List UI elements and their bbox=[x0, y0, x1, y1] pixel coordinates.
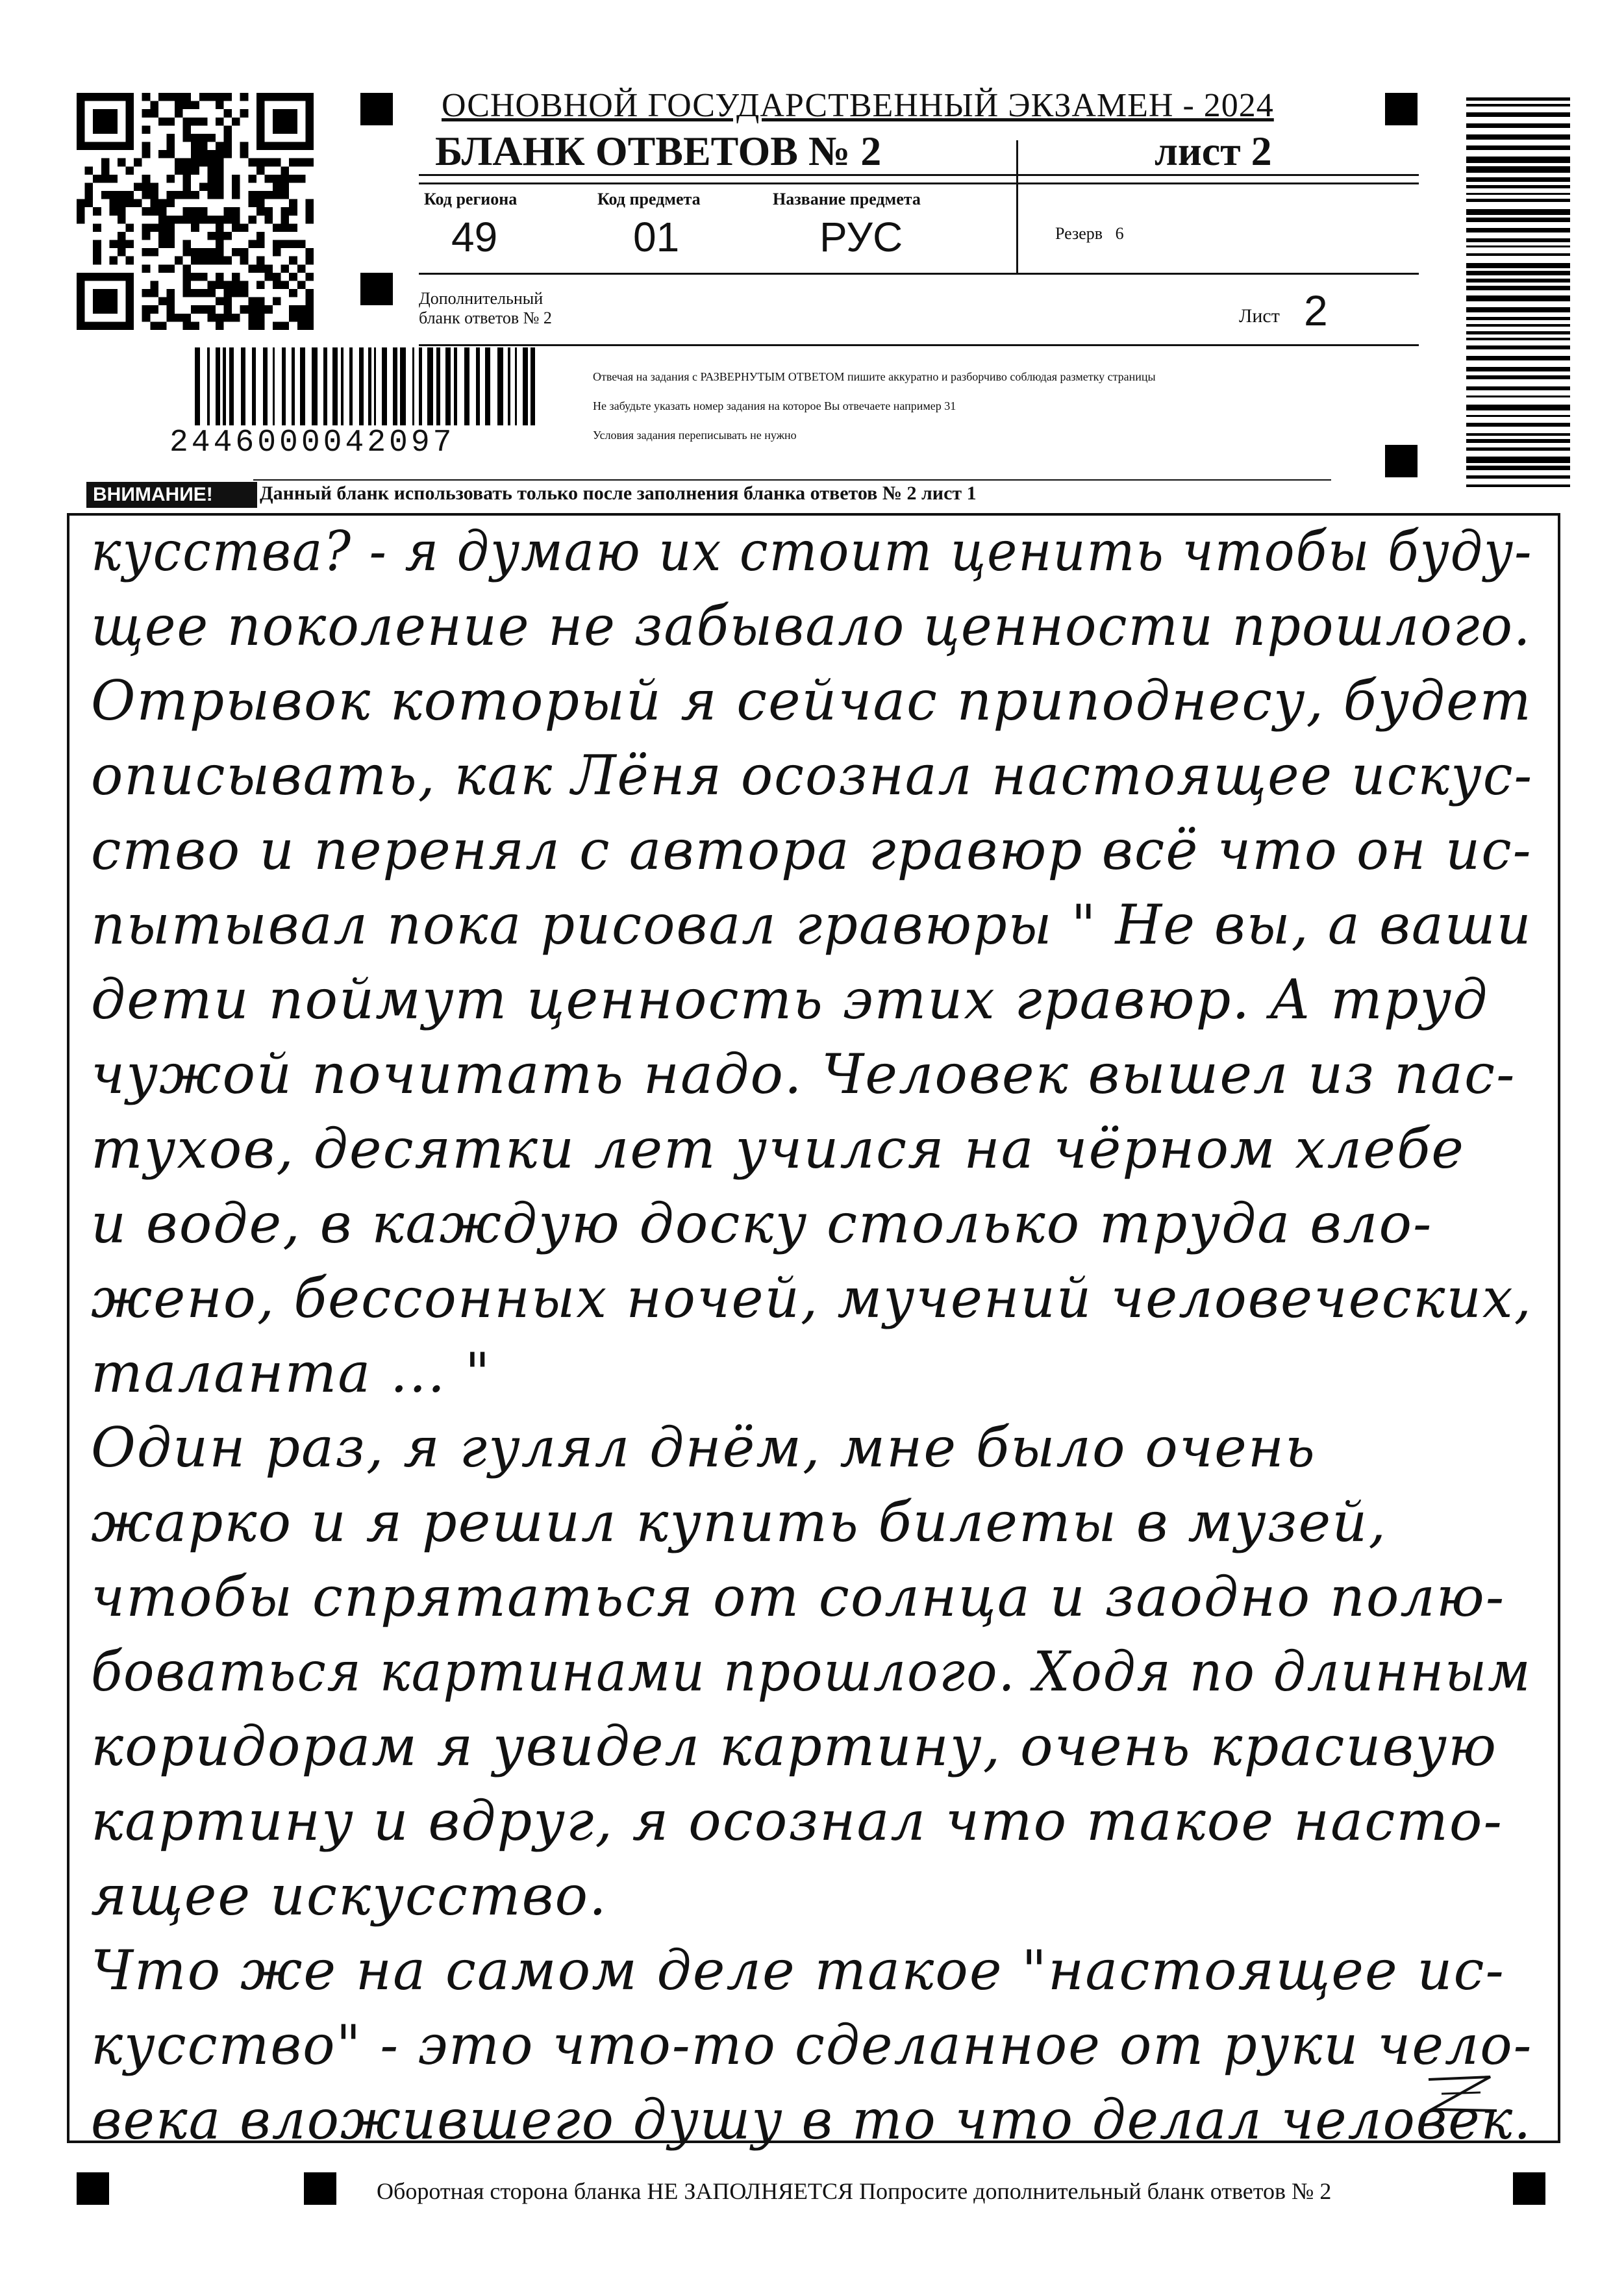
handwritten-line: чужой почитать надо. Человек вышел из пас- bbox=[91, 1042, 1516, 1106]
handwritten-line: тухов, десятки лет учился на чёрном хлебе bbox=[91, 1117, 1465, 1181]
divider bbox=[1016, 140, 1018, 273]
sheet-number-label: Лист bbox=[1239, 305, 1280, 327]
alignment-marker bbox=[1385, 445, 1418, 477]
warning-badge: ВНИМАНИЕ! bbox=[86, 482, 257, 508]
subject-code: 01 bbox=[633, 214, 680, 260]
handwritten-line: пытывал пока рисовал гравюры " Не вы, а ваши bbox=[91, 893, 1532, 957]
handwritten-line: жарко и я решил купить билеты в музей, bbox=[91, 1490, 1388, 1554]
handwritten-line: щее поколение не забывало ценности прошлого. bbox=[91, 594, 1532, 658]
instruction-text: Не забудьте указать номер задания на которое Вы отвечаете например 31 bbox=[593, 399, 956, 412]
divider bbox=[419, 344, 1419, 346]
form-title: БЛАНК ОТВЕТОВ № 2 bbox=[435, 128, 882, 174]
warning-text: Данный бланк использовать только после заполнения бланка ответов № 2 лист 1 bbox=[260, 483, 977, 504]
side-barcode bbox=[1466, 97, 1570, 487]
sheet-number: 2 bbox=[1304, 286, 1328, 334]
alignment-marker bbox=[360, 93, 393, 125]
signature-mark bbox=[1416, 2072, 1506, 2117]
handwritten-line: кусства? - я думаю их стоит ценить чтобы буду- bbox=[91, 520, 1533, 583]
handwritten-line: кусство" - это что-то сделанное от руки чело- bbox=[91, 2013, 1533, 2077]
handwritten-line: Что же на самом деле такое "настоящее ис- bbox=[91, 1939, 1505, 2002]
qr-code bbox=[77, 93, 314, 330]
handwritten-line: дети поймут ценность этих гравюр. А труд bbox=[91, 968, 1489, 1031]
handwritten-line: боваться картинами прошлого. Ходя по длинным bbox=[91, 1640, 1532, 1703]
barcode-number: 2446000042097 bbox=[166, 425, 563, 460]
sheet-label: лист 2 bbox=[1155, 128, 1272, 174]
instruction-text: Условия задания переписывать не нужно bbox=[593, 429, 797, 442]
instruction-text: Отвечая на задания с РАЗВЕРНУТЫМ ОТВЕТОМ пишите аккуратно и разборчиво соблюдая разметку страницы bbox=[593, 370, 1156, 383]
reserve-field: Резерв 6 bbox=[1055, 224, 1124, 243]
region-code-label: Код региона bbox=[424, 190, 518, 208]
handwritten-line: ящее искусство. bbox=[91, 1864, 608, 1928]
subject-code-label: Код предмета bbox=[597, 190, 701, 208]
alignment-marker bbox=[304, 2172, 336, 2205]
divider bbox=[253, 479, 1331, 481]
handwritten-line: и воде, в каждую доску столько труда вло- bbox=[91, 1192, 1433, 1255]
handwritten-line: Один раз, я гулял днём, мне было очень bbox=[91, 1416, 1316, 1479]
divider bbox=[419, 182, 1419, 184]
subject-name: РУС bbox=[819, 214, 903, 260]
handwritten-line: века вложившего душу в то что делал человек. bbox=[91, 2088, 1532, 2152]
handwritten-line: ство и перенял с автора гравюр всё что он ис- bbox=[91, 818, 1532, 882]
subject-name-label: Название предмета bbox=[773, 190, 921, 208]
alignment-marker bbox=[1513, 2172, 1545, 2205]
handwritten-line: коридорам я увидел картину, очень красивую bbox=[91, 1714, 1498, 1778]
alignment-marker bbox=[1385, 93, 1418, 125]
alignment-marker bbox=[360, 273, 393, 305]
divider bbox=[419, 273, 1419, 275]
exam-title: ОСНОВНОЙ ГОСУДАРСТВЕННЫЙ ЭКЗАМЕН - 2024 bbox=[442, 87, 1274, 124]
alignment-marker bbox=[77, 2172, 109, 2205]
handwritten-line: Отрывок который я сейчас приподнесу, будет bbox=[91, 669, 1532, 733]
region-code: 49 bbox=[451, 214, 498, 260]
handwritten-line: описывать, как Лёня осознал настоящее искус- bbox=[91, 744, 1534, 807]
handwritten-line: жено, бессонных ночей, мучений человеческих, bbox=[91, 1266, 1532, 1330]
handwritten-line: таланта ... " bbox=[91, 1341, 492, 1405]
additional-form-label: Дополнительный бланк ответов № 2 bbox=[419, 289, 552, 327]
handwritten-line: чтобы спрятаться от солнца и заодно полю- bbox=[91, 1565, 1506, 1629]
footer-note: Оборотная сторона бланка НЕ ЗАПОЛНЯЕТСЯ Попросите дополнительный бланк ответов № 2 bbox=[377, 2178, 1332, 2204]
handwritten-line: картину и вдруг, я осознал что такое насто- bbox=[91, 1789, 1503, 1853]
